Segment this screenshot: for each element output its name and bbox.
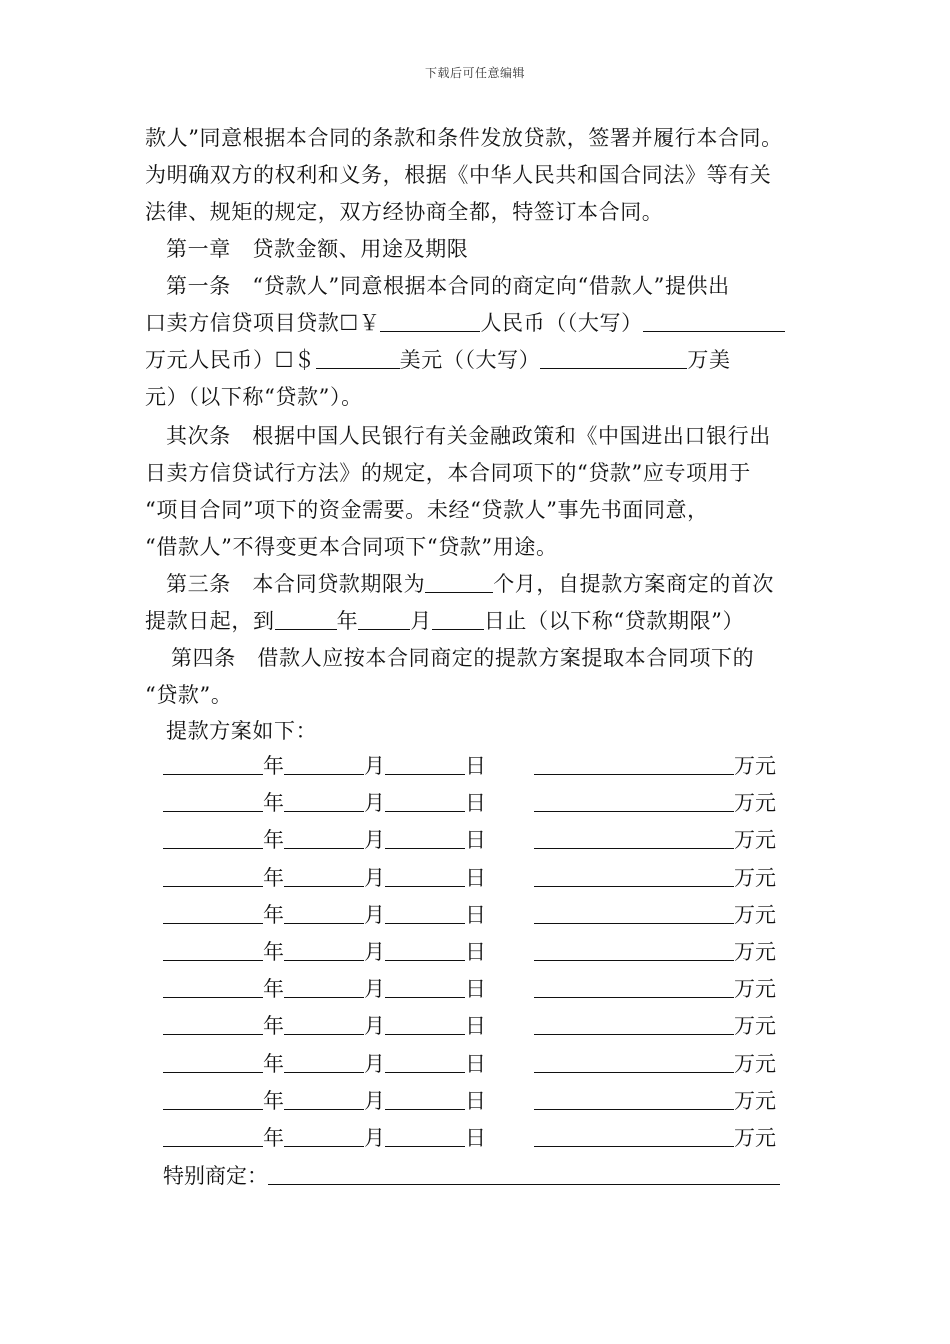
chapter-heading: 第一章 贷款金额、用途及期限 — [166, 237, 469, 261]
schedule-row: 年 月 日 万元 — [163, 1046, 803, 1083]
article-1-line-4: 元）（以下称“贷款”）。 — [145, 385, 363, 409]
month-blank — [284, 864, 364, 887]
amount-blank — [534, 975, 734, 998]
month-blank — [284, 901, 364, 924]
month-blank — [284, 1012, 364, 1035]
article-2-line-1: 其次条 根据中国人民银行有关金融政策和《中国进出口银行出 — [166, 424, 771, 448]
day-blank — [385, 938, 465, 961]
contract-body — [145, 120, 810, 750]
end-month-blank — [358, 607, 410, 630]
special-agreement — [163, 1160, 780, 1190]
year-blank — [163, 1050, 263, 1073]
schedule-row: 年 月 日 万元 — [163, 1008, 803, 1045]
special-agreement-blank — [268, 1162, 780, 1185]
amount-blank — [534, 1012, 734, 1035]
year-blank — [163, 789, 263, 812]
month-blank — [284, 938, 364, 961]
amount-blank — [534, 901, 734, 924]
day-blank — [385, 901, 465, 924]
schedule-row: 年 月 日 万元 — [163, 971, 803, 1008]
schedule-row: 年 月 日 万元 — [163, 748, 803, 785]
amount-blank — [534, 789, 734, 812]
article-4-line-1: 第四条 借款人应按本合同商定的提款方案提取本合同项下的 — [171, 646, 755, 670]
year-blank — [163, 826, 263, 849]
rmb-amount-blank — [380, 309, 480, 332]
month-blank — [284, 752, 364, 775]
amount-blank — [534, 752, 734, 775]
intro-line-2: 为明确双方的权利和义务，根据《中华人民共和国合同法》等有关 — [145, 163, 772, 187]
schedule-row: 年 月 日 万元 — [163, 934, 803, 971]
article-1-line-1: 第一条 “贷款人”同意根据本合同的商定向“借款人”提供出 — [166, 274, 730, 298]
amount-blank — [534, 1087, 734, 1110]
day-blank — [385, 1087, 465, 1110]
year-blank — [163, 1124, 263, 1147]
intro-line-3: 法律、规矩的规定，双方经协商全都，特签订本合同。 — [145, 200, 664, 224]
article-2-line-2: 日卖方信贷试行方法》的规定，本合同项下的“贷款”应专项用于 — [145, 461, 751, 485]
intro-line-1: 款人”同意根据本合同的条款和条件发放贷款，签署并履行本合同。 — [145, 126, 783, 150]
year-blank — [163, 864, 263, 887]
plan-label: 提款方案如下： — [166, 719, 318, 743]
month-blank — [284, 1050, 364, 1073]
schedule-row: 年 月 日 万元 — [163, 785, 803, 822]
article-2-line-3: “项目合同”项下的资金需要。未经“贷款人”事先书面同意， — [145, 498, 709, 522]
day-blank — [385, 826, 465, 849]
special-agreement-label: 特别商定： — [163, 1164, 268, 1188]
article-2-line-4: “借款人”不得变更本合同项下“贷款”用途。 — [145, 535, 558, 559]
day-blank — [385, 864, 465, 887]
term-months-blank — [425, 570, 493, 593]
schedule-row: 年 月 日 万元 — [163, 1083, 803, 1120]
usd-uppercase-blank — [540, 346, 687, 369]
day-blank — [385, 789, 465, 812]
day-blank — [385, 752, 465, 775]
schedule-row: 年 月 日 万元 — [163, 822, 803, 859]
day-blank — [385, 975, 465, 998]
amount-blank — [534, 1050, 734, 1073]
amount-blank — [534, 1124, 734, 1147]
schedule-row: 年 月 日 万元 — [163, 1120, 803, 1157]
end-day-blank — [432, 607, 484, 630]
withdrawal-schedule — [163, 748, 803, 1157]
rmb-uppercase-blank — [643, 309, 785, 332]
month-blank — [284, 789, 364, 812]
amount-blank — [534, 826, 734, 849]
month-blank — [284, 1087, 364, 1110]
year-blank — [163, 1012, 263, 1035]
article-1-line-3: 万元人民币）☐＄ 美元（（大写） 万美 — [145, 348, 731, 372]
article-3-line-1: 第三条 本合同贷款期限为 个月，自提款方案商定的首次 — [166, 572, 775, 596]
year-blank — [163, 975, 263, 998]
amount-blank — [534, 864, 734, 887]
year-blank — [163, 752, 263, 775]
month-blank — [284, 975, 364, 998]
amount-blank — [534, 938, 734, 961]
day-blank — [385, 1050, 465, 1073]
schedule-row: 年 月 日 万元 — [163, 897, 803, 934]
article-4-line-2: “贷款”。 — [145, 683, 233, 707]
day-blank — [385, 1012, 465, 1035]
article-3-line-2: 提款日起，到 年 月 日止（以下称“贷款期限”） — [145, 609, 745, 633]
year-blank — [163, 938, 263, 961]
day-blank — [385, 1124, 465, 1147]
year-blank — [163, 901, 263, 924]
end-year-blank — [275, 607, 337, 630]
page-header: 下载后可任意编辑 — [424, 66, 525, 80]
usd-amount-blank — [316, 346, 400, 369]
year-blank — [163, 1087, 263, 1110]
month-blank — [284, 826, 364, 849]
article-1-line-2: 口卖方信贷项目贷款☐￥ 人民币（（大写） — [145, 305, 810, 342]
schedule-row: 年 月 日 万元 — [163, 860, 803, 897]
month-blank — [284, 1124, 364, 1147]
